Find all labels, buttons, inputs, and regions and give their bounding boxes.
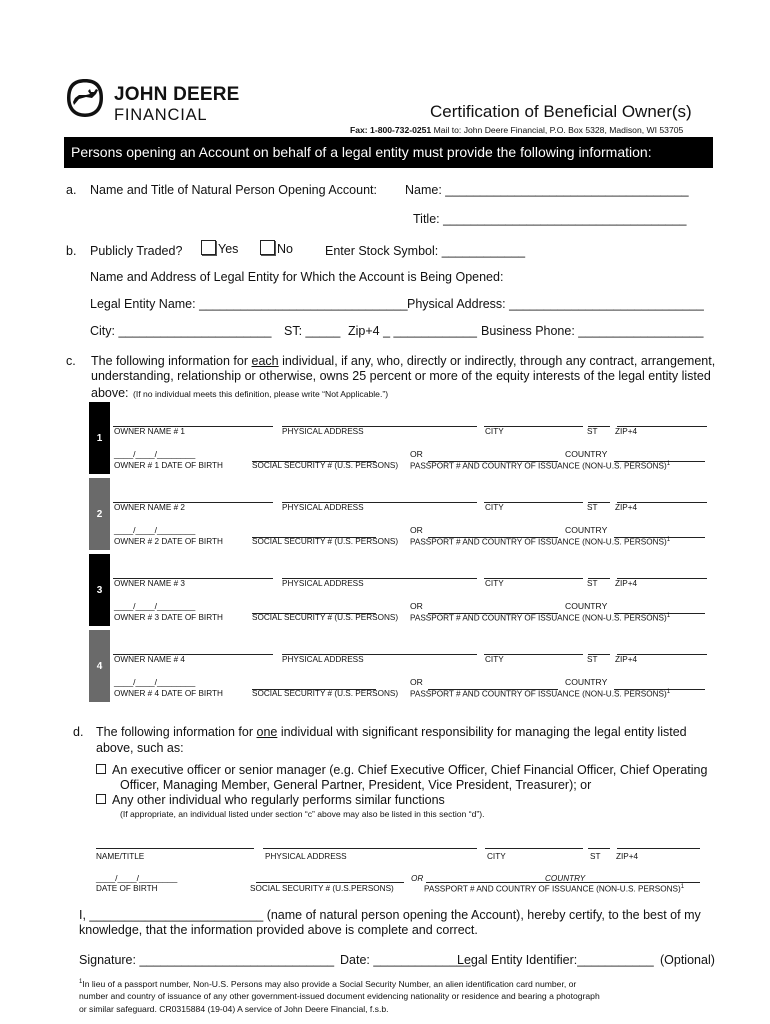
section-c-line1-post: individual, if any, who, directly or indirectly, through any contract, arrangement, [278,354,716,368]
section-c-each: each [251,354,279,368]
owner-passport-text: PASSPORT # AND COUNTRY OF ISSUANCE (NON-U.S. PERSONS) [410,613,667,623]
section-c-line1-pre: The following information for [91,354,252,368]
owner-name-label: OWNER NAME # 4 [114,655,185,664]
owner-city-label: CITY [485,579,504,588]
owner-or-label: OR [410,601,423,611]
john-deere-logo [66,78,256,124]
fax-mail-line [350,125,683,135]
owner-or-label: OR [410,449,423,459]
owner-city-label: CITY [485,655,504,664]
legal-entity-name-field[interactable]: Legal Entity Name: ______________________________ [90,297,408,311]
opener-title-field[interactable]: Title: ___________________________________ [413,212,687,226]
owner-st-label: ST [587,427,598,436]
footnote-mark: 1 [666,461,671,467]
section-d-line1-post: individual with significant responsibility for managing the legal entity listed [277,725,687,739]
control-name-title-label: NAME/TITLE [96,852,145,861]
banner-text: Persons opening an Account on behalf of a legal entity must provide the following information: [71,144,652,160]
owner-address-label: PHYSICAL ADDRESS [282,655,364,664]
publicly-traded-label: Publicly Traded? [90,244,183,258]
owner-city-label: CITY [485,427,504,436]
owner-country-label: COUNTRY [565,449,608,459]
footnote-text-1: In lieu of a passport number, Non-U.S. Persons may also provide a Social Security Number, an alien identification card number, or [82,979,577,989]
owner-dob-field[interactable]: ____/____/________ [114,601,196,611]
section-c-letter: c. [66,354,76,368]
fax-number: Fax: 1-800-732-0251 [350,125,432,135]
control-passport-line[interactable] [426,882,700,883]
footnote-mark: 1 [666,613,671,619]
owner-address-label: PHYSICAL ADDRESS [282,427,364,436]
footnote-line1 [79,979,576,989]
control-zip-line[interactable] [617,848,700,849]
owner-country-label: COUNTRY [565,525,608,535]
logo-text-top: JOHN DEERE [114,84,240,105]
section-c-line2: understanding, relationship or otherwise, owns 25 percent or more of the equity interests of the legal entity listed [91,369,711,383]
control-zip-label: ZIP+4 [616,852,639,861]
bullet-other [96,793,445,807]
control-city-label: CITY [487,852,506,861]
owner-name-label: OWNER NAME # 2 [114,503,185,512]
instruction-banner [64,137,713,168]
owner-passport-text: PASSPORT # AND COUNTRY OF ISSUANCE (NON-U.S. PERSONS) [410,461,667,471]
no-option[interactable] [260,240,293,256]
section-c-above: above: [91,386,129,400]
entity-city-field[interactable]: City: ______________________ [90,324,272,338]
control-ssn-label: SOCIAL SECURITY # (U.S.PERSONS) [250,884,394,893]
owner-number-box [89,478,110,550]
owner-number-box [89,402,110,474]
section-b-letter: b. [66,244,77,258]
owner-number-box [89,554,110,626]
owner-number: 1 [96,432,103,444]
control-dob-field[interactable]: ____/____/________ [96,873,178,883]
section-c-line1 [91,354,715,368]
legal-entity-heading: Name and Address of Legal Entity for Which the Account is Being Opened: [90,270,504,284]
yes-label: Yes [218,242,239,256]
entity-zip-field[interactable]: Zip+4 _ ____________ [348,324,477,338]
logo-text-bottom: FINANCIAL [114,106,208,124]
stock-symbol-field[interactable]: Enter Stock Symbol: ____________ [325,244,526,258]
owner-number-box [89,630,110,702]
section-d-note: (If appropriate, an individual listed under section “c” above may also be listed in this section “d”). [120,809,485,819]
owner-dob-field[interactable]: ____/____/________ [114,449,196,459]
owner-number: 3 [96,584,103,596]
footnote-mark: 1 [666,689,671,695]
owner-ssn-label: SOCIAL SECURITY # (U.S. PERSONS) [252,537,399,546]
owner-passport-label [410,689,670,699]
owner-dob-label: OWNER # 1 DATE OF BIRTH [114,461,223,470]
owner-st-label: ST [587,579,598,588]
owner-zip-label: ZIP+4 [615,427,638,436]
section-a-letter: a. [66,183,77,197]
mail-to-address: Mail to: John Deere Financial, P.O. Box 5328, Madison, WI 53705 [433,125,684,135]
owner-dob-label: OWNER # 3 DATE OF BIRTH [114,613,223,622]
owner-dob-label: OWNER # 2 DATE OF BIRTH [114,537,223,546]
owner-passport-text: PASSPORT # AND COUNTRY OF ISSUANCE (NON-U.S. PERSONS) [410,537,667,547]
yes-option[interactable] [201,240,238,256]
owner-name-label: OWNER NAME # 3 [114,579,185,588]
certification-line2: knowledge, that the information provided above is complete and correct. [79,923,478,937]
owner-or-label: OR [410,525,423,535]
control-name-line[interactable] [96,848,254,849]
owner-number: 2 [96,508,103,520]
footnote-mark: 1 [680,884,685,890]
control-st-label: ST [590,852,601,861]
footnote-line3: or similar safeguard. CR0315884 (19-04) A service of John Deere Financial, f.s.b. [79,1004,389,1014]
business-phone-field[interactable]: Business Phone: __________________ [481,324,704,338]
no-label: No [277,242,293,256]
yes-checkbox[interactable] [201,240,216,255]
bullet-executive-cont: Officer, Managing Member, General Partner, President, Vice President, Treasurer); or [120,778,592,792]
owner-passport-text: PASSPORT # AND COUNTRY OF ISSUANCE (NON-U.S. PERSONS) [410,689,667,699]
section-a-label: Name and Title of Natural Person Opening Account: [90,183,377,197]
control-passport-label [424,884,684,894]
section-c-line3 [91,384,388,402]
owner-st-label: ST [587,655,598,664]
control-city-line[interactable] [485,848,583,849]
date-field[interactable]: Date: ______________ [340,953,471,967]
optional-label: (Optional) [660,953,715,967]
owner-dob-field[interactable]: ____/____/________ [114,677,196,687]
owner-address-label: PHYSICAL ADDRESS [282,503,364,512]
owner-zip-label: ZIP+4 [615,655,638,664]
control-st-line[interactable] [588,848,610,849]
section-d-line1 [96,725,687,739]
control-or-label: OR [411,874,424,883]
owner-passport-label [410,461,670,471]
section-d-line2: above, such as: [96,741,184,755]
bullet-other-text: Any other individual who regularly performs similar functions [112,793,445,807]
control-country-label: COUNTRY [545,874,586,883]
section-d-letter: d. [73,725,84,739]
footnote-mark: 1 [666,537,671,543]
owner-address-label: PHYSICAL ADDRESS [282,579,364,588]
certification-line1: I, _________________________ (name of natural person opening the Account), hereby certify, to the best of my [79,908,701,922]
control-address-line[interactable] [263,848,477,849]
owner-city-label: CITY [485,503,504,512]
legal-entity-identifier-field[interactable]: Legal Entity Identifier:___________ [457,953,654,967]
owner-ssn-label: SOCIAL SECURITY # (U.S. PERSONS) [252,461,399,470]
owner-country-label: COUNTRY [565,677,608,687]
owner-ssn-label: SOCIAL SECURITY # (U.S. PERSONS) [252,613,399,622]
owner-ssn-label: SOCIAL SECURITY # (U.S. PERSONS) [252,689,399,698]
entity-physical-address-field[interactable]: Physical Address: ____________________________ [407,297,704,311]
footnote-mark: 1 [79,979,83,986]
section-d-line1-pre: The following information for [96,725,257,739]
form-title: Certification of Beneficial Owner(s) [430,102,692,121]
owner-zip-label: ZIP+4 [615,579,638,588]
section-d-one: one [256,725,278,739]
owner-country-label: COUNTRY [565,601,608,611]
bullet-checkbox-icon [96,764,106,774]
control-address-label: PHYSICAL ADDRESS [265,852,347,861]
deer-emblem-icon [66,78,104,118]
bullet-checkbox-icon [96,794,106,804]
owner-zip-label: ZIP+4 [615,503,638,512]
control-ssn-line[interactable] [256,882,404,883]
owner-name-label: OWNER NAME # 1 [114,427,185,436]
footnote-line2: number and country of issuance of any other government-issued document evidencing nationality or residence and bearing a photograph [79,991,600,1001]
signature-field[interactable]: Signature: ____________________________ [79,953,335,967]
control-passport-text: PASSPORT # AND COUNTRY OF ISSUANCE (NON-U.S. PERSONS) [424,884,681,894]
owner-dob-label: OWNER # 4 DATE OF BIRTH [114,689,223,698]
owner-number: 4 [96,660,103,672]
owner-st-label: ST [587,503,598,512]
bullet-executive [96,763,707,777]
opener-name-field[interactable]: Name: ___________________________________ [405,183,689,197]
section-c-note: (If no individual meets this definition, please write “Not Applicable.”) [132,389,389,399]
control-dob-label: DATE OF BIRTH [96,884,158,893]
entity-st-field[interactable]: ST: _____ [284,324,341,338]
owner-passport-label [410,537,670,547]
owner-or-label: OR [410,677,423,687]
owner-dob-field[interactable]: ____/____/________ [114,525,196,535]
no-checkbox[interactable] [260,240,275,255]
owner-passport-label [410,613,670,623]
bullet-executive-text: An executive officer or senior manager (e.g. Chief Executive Officer, Chief Financial Officer, Chief Operating [112,763,708,777]
